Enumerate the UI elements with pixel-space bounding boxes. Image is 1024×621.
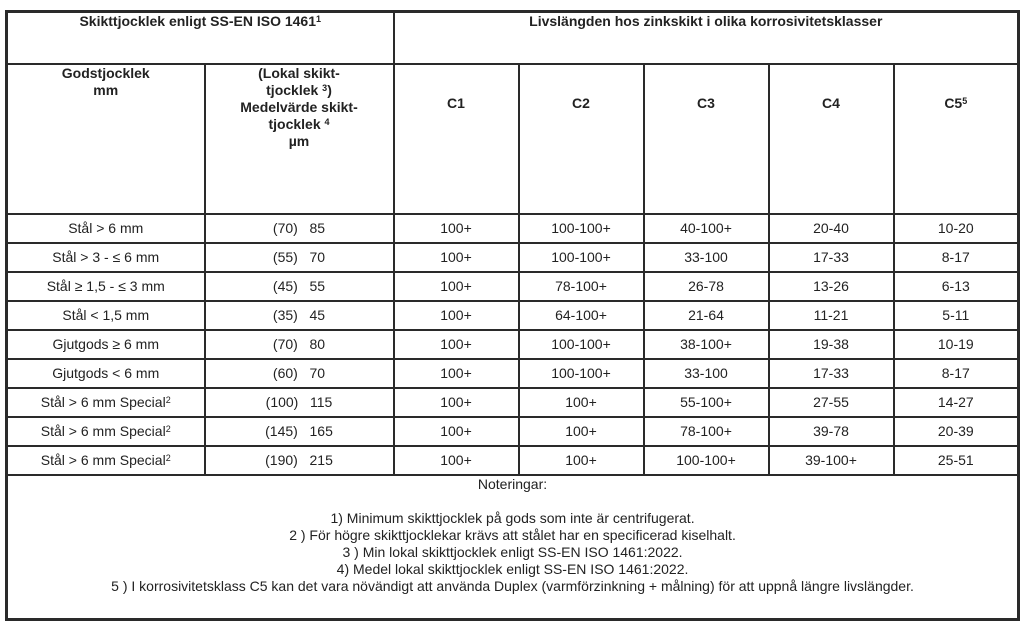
footnote-ref: 1 <box>316 14 322 24</box>
footnote-ref: 3 <box>322 83 328 93</box>
col-header-c5 <box>894 64 1019 214</box>
col-header-c4 <box>769 64 894 214</box>
local-thickness: (35) <box>272 307 298 323</box>
lifetime-value: 100+ <box>440 423 472 439</box>
gods-text: Gjutgods ≥ 6 mm <box>52 336 159 352</box>
local-thickness: (100) <box>265 394 299 410</box>
mean-thickness: 45 <box>309 307 326 323</box>
cell-c4 <box>769 272 894 301</box>
local-thickness: (55) <box>272 249 298 265</box>
cell-coating-thickness <box>205 388 394 417</box>
class-label: C4 <box>822 95 840 111</box>
cell-c3 <box>644 301 769 330</box>
gods-text: Stål > 6 mm Special <box>40 394 166 410</box>
lifetime-value: 17-33 <box>813 249 849 265</box>
note-item: 2 ) För högre skikttjocklekar krävs att stålet har en specificerad kiselhalt. <box>289 527 736 543</box>
cell-c1 <box>394 214 519 243</box>
table-row <box>7 359 1019 388</box>
cell-c1 <box>394 330 519 359</box>
cell-c1 <box>394 359 519 388</box>
lifetime-value: 33-100 <box>684 249 728 265</box>
lifetime-value: 40-100+ <box>680 220 732 236</box>
lifetime-value: 8-17 <box>941 249 970 265</box>
cell-c2 <box>519 359 644 388</box>
cell-c3 <box>644 272 769 301</box>
cell-c2 <box>519 388 644 417</box>
lifetime-value: 27-55 <box>813 394 849 410</box>
lifetime-value: 17-33 <box>813 365 849 381</box>
class-label: C2 <box>572 95 590 111</box>
gods-text: Stål > 6 mm <box>68 220 144 236</box>
cell-godstjocklek <box>7 446 205 475</box>
table-row <box>7 330 1019 359</box>
local-thickness: (145) <box>265 423 298 439</box>
local-thickness: (60) <box>272 365 298 381</box>
cell-c2 <box>519 214 644 243</box>
cell-c1 <box>394 446 519 475</box>
table-row <box>7 446 1019 475</box>
cell-c2 <box>519 417 644 446</box>
zinc-lifetime-table <box>5 10 1020 621</box>
table-row <box>7 417 1019 446</box>
cell-coating-thickness <box>205 446 394 475</box>
header-group-row <box>7 12 1019 65</box>
col-header-coating-thickness <box>205 64 394 214</box>
col-header-c1 <box>394 64 519 214</box>
lifetime-value: 100-100+ <box>551 336 611 352</box>
cell-godstjocklek <box>7 214 205 243</box>
lifetime-value: 6-13 <box>941 278 970 294</box>
class-label: C3 <box>697 95 715 111</box>
lifetime-value: 78-100+ <box>680 423 732 439</box>
lifetime-value: 38-100+ <box>680 336 732 352</box>
lifetime-value: 64-100+ <box>555 307 607 323</box>
cell-godstjocklek <box>7 359 205 388</box>
lifetime-value: 25-51 <box>937 452 974 468</box>
cell-c4 <box>769 301 894 330</box>
local-thickness: (70) <box>272 220 298 236</box>
col-header-unit: µm <box>288 133 310 149</box>
cell-godstjocklek <box>7 330 205 359</box>
col-header-c2 <box>519 64 644 214</box>
cell-c1 <box>394 417 519 446</box>
note-item: 5 ) I korrosivitetsklass C5 kan det vara növändigt att använda Duplex (varmförzinkning + målning) för att uppnå längre livslängder. <box>111 578 914 594</box>
cell-c5 <box>894 243 1019 272</box>
lifetime-value: 100+ <box>440 365 472 381</box>
note-item: 1) Minimum skikttjocklek på gods som inte är centrifugerat. <box>330 510 695 526</box>
lifetime-value: 100+ <box>440 394 472 410</box>
cell-c5 <box>894 330 1019 359</box>
footnote-ref: 2 <box>165 453 171 463</box>
cell-c4 <box>769 243 894 272</box>
footnote-ref: 5 <box>962 96 968 106</box>
cell-coating-thickness <box>205 272 394 301</box>
col-header-c3 <box>644 64 769 214</box>
lifetime-value: 100-100+ <box>676 452 736 468</box>
lifetime-value: 100-100+ <box>551 365 611 381</box>
col-header-line: tjocklek <box>266 82 323 98</box>
cell-godstjocklek <box>7 243 205 272</box>
cell-c3 <box>644 214 769 243</box>
lifetime-value: 100+ <box>565 423 597 439</box>
cell-c3 <box>644 359 769 388</box>
table-row <box>7 272 1019 301</box>
class-label: C5 <box>944 95 963 111</box>
mean-thickness: 70 <box>309 365 326 381</box>
cell-c5 <box>894 301 1019 330</box>
lifetime-value: 100+ <box>440 452 472 468</box>
table-row <box>7 214 1019 243</box>
table-row <box>7 301 1019 330</box>
cell-coating-thickness <box>205 243 394 272</box>
lifetime-value: 55-100+ <box>680 394 732 410</box>
mean-thickness: 115 <box>310 394 333 410</box>
col-header-line: tjocklek <box>268 116 325 132</box>
col-header-line: Godstjocklek <box>61 65 150 81</box>
lifetime-value: 10-20 <box>937 220 974 236</box>
cell-c3 <box>644 417 769 446</box>
cell-c1 <box>394 243 519 272</box>
col-header-unit: mm <box>93 82 119 98</box>
cell-c5 <box>894 272 1019 301</box>
cell-c4 <box>769 417 894 446</box>
coating-thickness-group-header <box>7 12 394 65</box>
lifetime-value: 100+ <box>440 336 472 352</box>
note-item: 3 ) Min lokal skikttjocklek enligt SS-EN ISO 1461:2022. <box>342 544 683 560</box>
cell-c5 <box>894 446 1019 475</box>
cell-godstjocklek <box>7 301 205 330</box>
lifetime-value: 100-100+ <box>551 220 611 236</box>
note-item: 4) Medel lokal skikttjocklek enligt SS-EN ISO 1461:2022. <box>336 561 689 577</box>
lifetime-value: 100+ <box>440 307 472 323</box>
gods-text: Stål > 6 mm Special <box>40 452 166 468</box>
lifetime-value: 8-17 <box>941 365 970 381</box>
gods-text: Stål > 3 - ≤ 6 mm <box>52 249 160 265</box>
gods-text: Stål ≥ 1,5 - ≤ 3 mm <box>46 278 165 294</box>
cell-c1 <box>394 388 519 417</box>
lifetime-value: 100+ <box>565 452 597 468</box>
lifetime-value: 19-38 <box>813 336 849 352</box>
cell-c2 <box>519 446 644 475</box>
lifetime-value: 39-100+ <box>805 452 857 468</box>
col-header-line: (Lokal skikt- <box>258 65 340 81</box>
cell-c3 <box>644 243 769 272</box>
lifetime-value: 26-78 <box>688 278 724 294</box>
cell-godstjocklek <box>7 272 205 301</box>
lifetime-value: 20-39 <box>937 423 974 439</box>
cell-c1 <box>394 272 519 301</box>
cell-coating-thickness <box>205 330 394 359</box>
cell-c3 <box>644 330 769 359</box>
cell-coating-thickness <box>205 214 394 243</box>
table-body <box>7 214 1019 475</box>
cell-c2 <box>519 301 644 330</box>
footnote-ref: 4 <box>324 117 330 127</box>
lifetime-value: 13-26 <box>813 278 849 294</box>
notes-title: Noteringar: <box>477 476 548 492</box>
lifetime-value: 10-19 <box>937 336 974 352</box>
lifetime-value: 33-100 <box>684 365 728 381</box>
notes-cell <box>7 475 1019 620</box>
mean-thickness: 55 <box>309 278 326 294</box>
lifetime-value: 100+ <box>440 220 472 236</box>
cell-c5 <box>894 359 1019 388</box>
table-row <box>7 388 1019 417</box>
notes-row <box>7 475 1019 620</box>
cell-c2 <box>519 330 644 359</box>
gods-text: Stål > 6 mm Special <box>40 423 166 439</box>
cell-c1 <box>394 301 519 330</box>
cell-coating-thickness <box>205 417 394 446</box>
cell-c3 <box>644 388 769 417</box>
cell-c2 <box>519 272 644 301</box>
cell-c3 <box>644 446 769 475</box>
mean-thickness: 85 <box>309 220 326 236</box>
local-thickness: (70) <box>272 336 298 352</box>
cell-godstjocklek <box>7 388 205 417</box>
cell-c5 <box>894 214 1019 243</box>
col-header-line: Medelvärde skikt- <box>240 99 358 115</box>
group-header-text: Skikttjocklek enligt SS-EN ISO 1461 <box>79 13 317 29</box>
lifetime-value: 5-11 <box>942 307 970 323</box>
cell-c4 <box>769 446 894 475</box>
col-header-line: ) <box>327 82 332 98</box>
cell-coating-thickness <box>205 359 394 388</box>
lifetime-value: 100+ <box>565 394 597 410</box>
lifetime-group-header: Livslängden hos zinkskikt i olika korrosivitetsklasser <box>394 12 1019 65</box>
lifetime-value: 100-100+ <box>551 249 611 265</box>
cell-c5 <box>894 417 1019 446</box>
cell-c2 <box>519 243 644 272</box>
lifetime-value: 100+ <box>440 278 472 294</box>
lifetime-value: 100+ <box>440 249 472 265</box>
cell-c4 <box>769 330 894 359</box>
cell-godstjocklek <box>7 417 205 446</box>
class-label: C1 <box>447 95 465 111</box>
lifetime-value: 39-78 <box>813 423 849 439</box>
cell-coating-thickness <box>205 301 394 330</box>
footnote-ref: 2 <box>165 424 171 434</box>
gods-text: Stål < 1,5 mm <box>62 307 150 323</box>
lifetime-value: 14-27 <box>937 394 974 410</box>
lifetime-value: 20-40 <box>813 220 849 236</box>
mean-thickness: 165 <box>309 423 333 439</box>
cell-c4 <box>769 359 894 388</box>
cell-c5 <box>894 388 1019 417</box>
cell-c4 <box>769 388 894 417</box>
local-thickness: (190) <box>265 452 298 468</box>
cell-c4 <box>769 214 894 243</box>
col-header-godstjocklek <box>7 64 205 214</box>
footnote-ref: 2 <box>165 395 171 405</box>
mean-thickness: 80 <box>309 336 326 352</box>
table-row <box>7 243 1019 272</box>
lifetime-value: 21-64 <box>688 307 724 323</box>
local-thickness: (45) <box>272 278 298 294</box>
mean-thickness: 70 <box>309 249 326 265</box>
gods-text: Gjutgods < 6 mm <box>52 365 160 381</box>
mean-thickness: 215 <box>309 452 333 468</box>
lifetime-value: 11-21 <box>813 307 849 323</box>
header-columns-row <box>7 64 1019 214</box>
lifetime-value: 78-100+ <box>555 278 607 294</box>
